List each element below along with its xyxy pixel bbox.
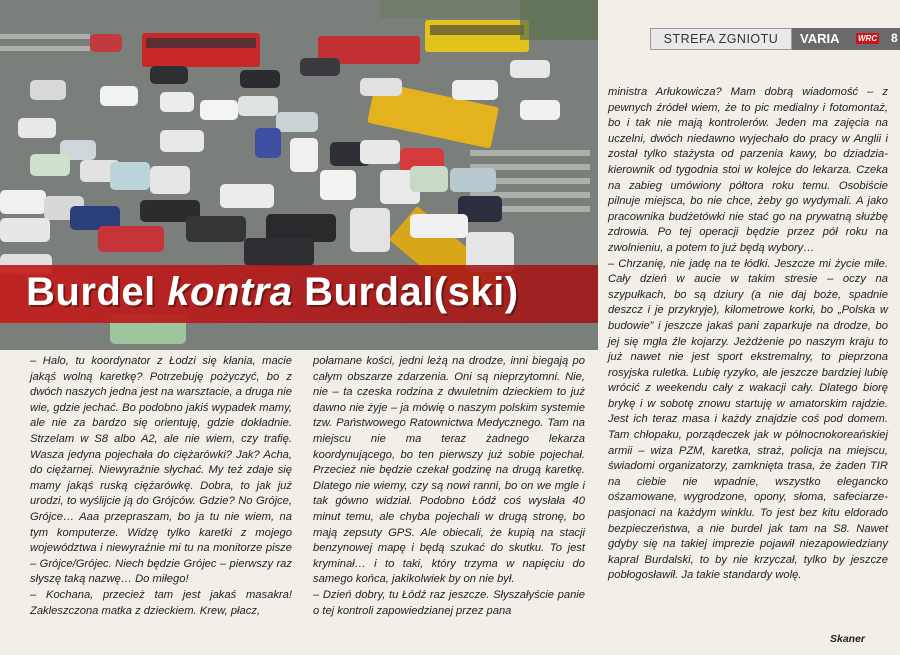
- wrc-logo: WRC: [858, 34, 878, 43]
- article-column-3: [608, 85, 888, 584]
- article-column-1: [30, 354, 292, 619]
- category-text: VARIA: [800, 31, 840, 46]
- page-number: 8: [891, 31, 898, 45]
- section-header: [600, 28, 900, 50]
- category-label: [792, 28, 900, 50]
- title-part-3: Burdal(ski): [292, 270, 519, 314]
- author-signature: Skaner: [830, 633, 866, 645]
- column-2-text: połamane kości, jedni leżą na drodze, inni biegają po całym obszarze zdarzenia. Oni są nieprzytomni. Nie, nie – ta czeska rodzina z dwuletnim dzieckiem to już dawno nie żyje – ja mówię o naszym polskim systemie tzw. Państwowego Ratownictwa Medycznego. Tam na miejscu nie ma teraz żadnego lekarza koordynującego, bo ten pierwszy już sobie pojechał. Przecież nie będzie czekał godzinę na drugą karetkę. Dlatego nie wiemy, czy są nowi ranni, bo on we mgle i tak gówno widział. Podobno Łódź coś wysłała 40 minut temu, ale chyba pojechali w drugą stronę, bo mają zepsuty GPS. Ale obiecali, że kupią na stacji benzynowej mapę i będą szukać do skutku. To jest kryminał… i to taki, który trzyma w napięciu do samego końca, jakikolwiek by on nie był. – Dzień dobry, tu Łódź raz jeszcze. Słyszałyście panie o tej kontroli zapowiedzianej przez pana: [313, 355, 585, 617]
- title-part-1: Burdel: [26, 270, 168, 314]
- column-3-text: ministra Arłukowicza? Mam dobrą wiadomość – z pewnych źródeł wiem, że to pic medialny i fotomontaż, bo i tak nie mają kontrolerów. Jeden ma zajęcia na uczelni, dwóch niedawno wyjechało do pracy w Anglii i został tylko stażysta od parzenia kawy, bo dziadzia-kierownik od tygodnia stoi w kolejce do lekarza. Czeka na zabieg umówiony półtora roku temu. Osobiście pilnuje miejsca, bo nie chce, żeby go wydymali. A jako pracownika budżetówki nie stać go na prywatną służbę zdrowia. Po tej operacji będzie przez pół roku na zwolnieniu, a potem to już będą wybory… – Chrzanię, nie jadę na te łódki. Jeszcze mi życie miłe. Cały dzień w aucie w takim stresie – oczy na szypułkach, bo są dziury (a nie daj boże, spadnie deszcz i je przykryje), kilometrowe korki, bo „Polska w budowie” i jeszcze jakaś pani zaparkuje na drodze, bo jej się mgła źle kojarzy. Jeżdżenie po naszym kraju to już nawet nie jest sport ekstremalny, to pieprzona rosyjska ruletka. Lubię ryzyko, ale jeszcze bardziej lubię wrócić z weekendu cały z wakacji cały. Dlatego biorę brykę i w sobotę znowu startuję w amatorskim rajdzie. Jest ich teraz masa i każdy znajdzie coś pod domem. Tam chłopaku, porządeczek jak w północnokoreańskiej armii – wiza PZM, karetka, straż, policja na miejscu, świadomi organizatorzy, zamknięta trasa, że żaden TIR na ciebie nie wpadnie, wszystko elegancko ośzamowane, wygrodzone, opony, słoma, safeciarze-pasjonaci na każdym winklu. To jest bez kitu eldorado bezpieczeństwa, a nie burdel jak tam na S8. Nawet gdyby się na takiej imprezie pojawił niezapowiedziany kapral Burdalski, to by nie krzyczał, tylko by jeszcze pobłogosławił. Ja takie standardy wolę.: [608, 86, 888, 582]
- column-1-text: – Halo, tu koordynator z Łodzi się kłania, macie jakąś wolną karetkę? Potrzebuję pożyczyć, bo z dwóch naszych jedna jest na warsztacie, a druga nie wie, gdzie jechać. Bo podobno jakiś wypadek mamy, ale nie za bardzo się orientuję, gdzie dokładnie. Strzelam w S8 albo A2, ale nie wiem, czy trafię. Wasza jedyna pojechała do ciężarówki? Jak? Acha, do ciężarnej. Niewyraźnie słychać. My też zdaje się mamy jakąś ruską ciężarówkę. Dobra, to jak już urodzi, to wyślijcie ją do Grójców. Gdzie? No Grójce, Grójce… Aaa przepraszam, bo ja tu nie wiem, na tym komputerze. Widzę tylko karetki z mojego województwa i niewyraźnie mi tu na monitorze pisze – Grójce/Grójec. Niech będzie Grójec – pierwszy raz słyszę taką nazwę… Do miłego! – Kochana, przecież tam jest jakaś masakra! Zakleszczona matka z dzieckiem. Krew, płacz,: [30, 355, 292, 617]
- section-label: STREFA ZGNIOTU: [650, 28, 792, 50]
- article-column-2: [313, 354, 585, 619]
- article-title: [26, 270, 519, 315]
- title-part-italic: kontra: [167, 270, 293, 314]
